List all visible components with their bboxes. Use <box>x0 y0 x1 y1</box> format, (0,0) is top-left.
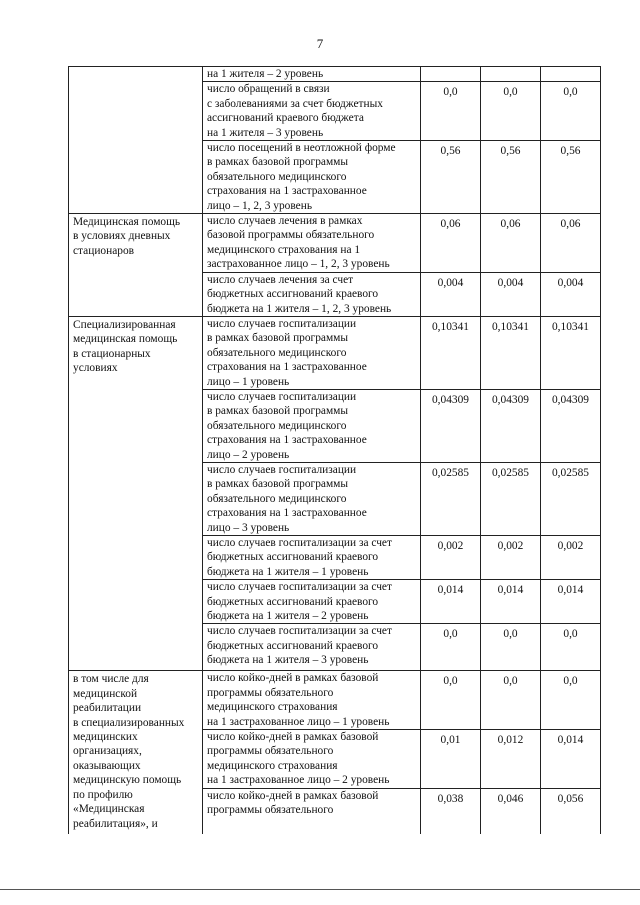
value-year-3: 0,014 <box>541 580 601 624</box>
value-year-1: 0,0 <box>421 82 481 141</box>
norms-table-body <box>69 67 601 835</box>
row-category: в том числе для медицинской реабилитации в специализированных медицинских организациях, оказывающих медицинскую помощь по профилю «Медицинская реабилитация», и <box>69 671 203 834</box>
indicator-description: число койко-дней в рамках базовой программы обязательного <box>203 788 421 834</box>
table-row <box>69 214 601 273</box>
norms-table <box>68 66 601 834</box>
value-year-3: 0,0 <box>541 624 601 671</box>
table-row <box>69 67 601 82</box>
indicator-description: число случаев госпитализации за счет бюджетных ассигнований краевого бюджета на 1 жителя – 2 уровень <box>203 580 421 624</box>
page-bottom-rule <box>0 889 640 890</box>
value-year-2: 0,04309 <box>481 389 541 462</box>
value-year-3: 0,10341 <box>541 316 601 389</box>
table-row <box>69 671 601 730</box>
value-year-1: 0,56 <box>421 141 481 214</box>
value-year-1: 0,0 <box>421 671 481 730</box>
value-year-2: 0,046 <box>481 788 541 834</box>
value-year-3: 0,04309 <box>541 389 601 462</box>
indicator-description: число случаев лечения за счет бюджетных ассигнований краевого бюджета на 1 жителя – 1, 2, 3 уровень <box>203 272 421 316</box>
indicator-description: число койко-дней в рамках базовой программы обязательного медицинского страхования на 1 застрахованное лицо – 1 уровень <box>203 671 421 730</box>
value-year-3: 0,56 <box>541 141 601 214</box>
indicator-description: число случаев госпитализации за счет бюджетных ассигнований краевого бюджета на 1 жителя – 1 уровень <box>203 536 421 580</box>
value-year-1: 0,004 <box>421 272 481 316</box>
value-year-1: 0,0 <box>421 624 481 671</box>
value-year-3: 0,0 <box>541 671 601 730</box>
value-year-1: 0,02585 <box>421 462 481 535</box>
value-year-2: 0,004 <box>481 272 541 316</box>
value-year-3: 0,056 <box>541 788 601 834</box>
indicator-description: число посещений в неотложной форме в рамках базовой программы обязательного медицинского страхования на 1 застрахованное лицо – 1, 2, 3 уровень <box>203 141 421 214</box>
value-year-3: 0,02585 <box>541 462 601 535</box>
row-category: Специализированная медицинская помощь в стационарных условиях <box>69 316 203 671</box>
value-year-3: 0,06 <box>541 214 601 273</box>
value-year-1: 0,10341 <box>421 316 481 389</box>
value-year-1: 0,01 <box>421 730 481 789</box>
value-year-1: 0,04309 <box>421 389 481 462</box>
value-year-2: 0,0 <box>481 624 541 671</box>
row-category <box>69 67 203 214</box>
indicator-description: число обращений в связи с заболеваниями за счет бюджетных ассигнований краевого бюджета на 1 жителя – 3 уровень <box>203 82 421 141</box>
indicator-description: число койко-дней в рамках базовой программы обязательного медицинского страхования на 1 застрахованное лицо – 2 уровень <box>203 730 421 789</box>
value-year-1: 0,014 <box>421 580 481 624</box>
value-year-2: 0,02585 <box>481 462 541 535</box>
indicator-description: число случаев госпитализации в рамках базовой программы обязательного медицинского страхования на 1 застрахованное лицо – 2 уровень <box>203 389 421 462</box>
value-year-3 <box>541 67 601 82</box>
value-year-1: 0,002 <box>421 536 481 580</box>
indicator-description: число случаев госпитализации за счет бюджетных ассигнований краевого бюджета на 1 жителя – 3 уровень <box>203 624 421 671</box>
value-year-1 <box>421 67 481 82</box>
indicator-description: число случаев лечения в рамках базовой программы обязательного медицинского страхования на 1 застрахованное лицо – 1, 2, 3 уровень <box>203 214 421 273</box>
value-year-2: 0,002 <box>481 536 541 580</box>
value-year-1: 0,06 <box>421 214 481 273</box>
value-year-1: 0,038 <box>421 788 481 834</box>
value-year-3: 0,014 <box>541 730 601 789</box>
value-year-2: 0,06 <box>481 214 541 273</box>
value-year-3: 0,0 <box>541 82 601 141</box>
value-year-2: 0,012 <box>481 730 541 789</box>
value-year-3: 0,004 <box>541 272 601 316</box>
value-year-2: 0,014 <box>481 580 541 624</box>
value-year-2: 0,56 <box>481 141 541 214</box>
indicator-description: число случаев госпитализации в рамках базовой программы обязательного медицинского страхования на 1 застрахованное лицо – 3 уровень <box>203 462 421 535</box>
value-year-2: 0,0 <box>481 671 541 730</box>
indicator-description: на 1 жителя – 2 уровень <box>203 67 421 82</box>
value-year-2: 0,0 <box>481 82 541 141</box>
table-row <box>69 316 601 389</box>
value-year-3: 0,002 <box>541 536 601 580</box>
page-number: 7 <box>316 36 324 51</box>
indicator-description: число случаев госпитализации в рамках базовой программы обязательного медицинского страхования на 1 застрахованное лицо – 1 уровень <box>203 316 421 389</box>
value-year-2 <box>481 67 541 82</box>
value-year-2: 0,10341 <box>481 316 541 389</box>
row-category: Медицинская помощь в условиях дневных стационаров <box>69 214 203 317</box>
